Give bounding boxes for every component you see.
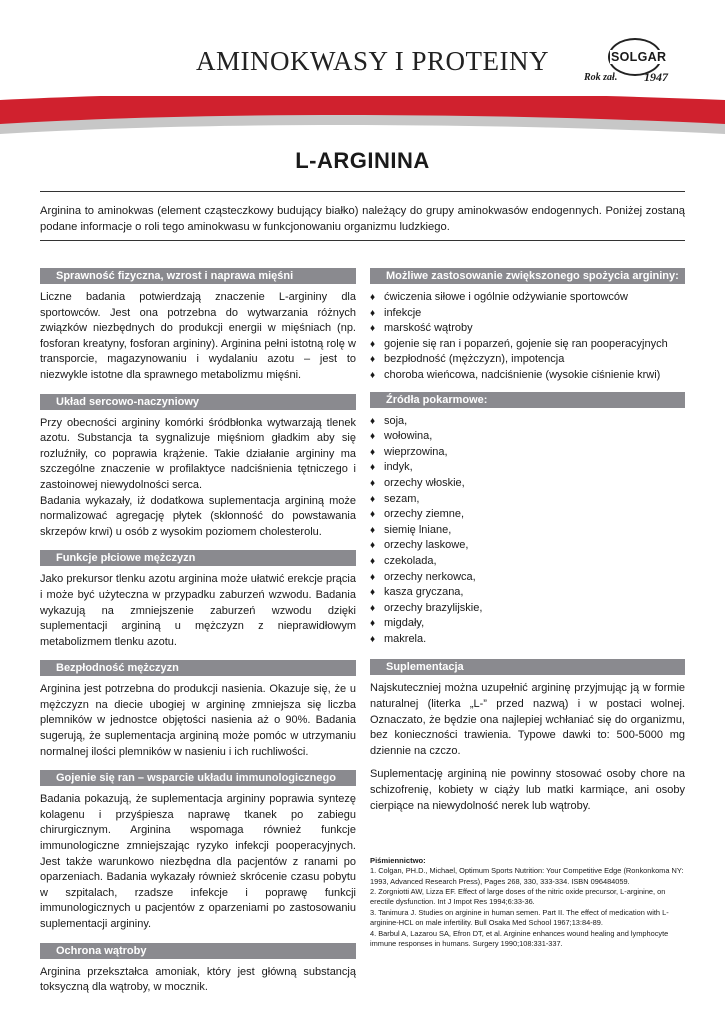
- diamond-bullet-icon: ♦: [370, 292, 376, 303]
- diamond-bullet-icon: ♦: [370, 540, 376, 552]
- list-item: [370, 321, 685, 337]
- references-list: [370, 866, 685, 949]
- list-item-text: ćwiczenia siłowe i ogólnie odżywianie sportowców: [384, 291, 628, 303]
- section-text: Suplementację argininą nie powinny stosować osoby chore na schizofrenię, kobiety w ciąży lub matki karmiące, ani osoby cierpiące na niewydolność nerek lub wątroby.: [370, 768, 685, 812]
- list-item-text: kasza gryczana,: [384, 586, 464, 599]
- section-heading: Ochrona wątroby: [40, 943, 356, 959]
- list-item-text: choroba wieńcowa, nadciśnienie (wysokie ciśnienie krwi): [384, 368, 661, 381]
- diamond-bullet-icon: ♦: [370, 307, 376, 319]
- list-item-text: migdały,: [384, 617, 425, 630]
- diamond-bullet-icon: ♦: [370, 587, 376, 599]
- list-item-text: orzechy ziemne,: [384, 508, 465, 521]
- section-heading: Możliwe zastosowanie zwiększonego spożycia argininy:: [370, 268, 685, 284]
- section-text: Arginina jest potrzebna do produkcji nasienia. Okazuje się, że u mężczyzn na diecie ubogiej w argininę zmniejsza się liczba plemników w jednostce objętości nasienia aż o 90%. Badania sugerują, że suplementacja argininą może pomóc w utrzymaniu normalnej ilości plemników w nasieniu i ich ruchliwości.: [40, 683, 356, 758]
- list-item-text: czekolada,: [384, 554, 437, 567]
- list-item: [370, 601, 685, 617]
- section-text: Najskuteczniej można uzupełnić argininę przyjmując ją w formie naturalnej (literka „L-” przed nazwą) i w postaci wolnej. Oznaczato, że będzie ona najlepiej wchłaniać się do organizmu, bez konieczności trawienia. Typowe dawki to: 500-5000 mg dziennie na czczo.: [370, 682, 685, 757]
- reference-item: 3. Tanimura J. Studies on arginine in human semen. Part II. The effect of medication with L-arginine-HCL on male infertility. Bull Osaka Med School 1967;13:84-89.: [370, 907, 669, 928]
- intro-text: Arginina to aminokwas (element cząsteczkowy budujący białko) należący do grupy aminokwasów endogennych. Poniżej zostaną podane informacje o roli tego aminokwasu w funkcjonowaniu organizmu ludzkiego.: [40, 205, 685, 233]
- logo-year: 1947: [644, 70, 668, 84]
- list-item-text: infekcje: [384, 306, 422, 319]
- section-heading: Układ sercowo-naczyniowy: [40, 394, 356, 410]
- list-item: [370, 570, 685, 586]
- section-text: Przy obecności argininy komórki śródbłonka wytwarzają tlenek azotu. Substancja ta sygnalizuje mięśniom gładkim aby się rozluźniły, co poprawia krążenie. Takie działanie argininy ma szczególne znaczenie w profilaktyce nadciśnienia tętniczego i zastoinowej niewydolności serca.: [40, 416, 356, 491]
- reference-item: 1. Colgan, PH.D., Michael, Optimum Sports Nutrition: Your Competitive Edge (Ronkonkoma NY: 1993, Advanced Research Press), Pages 268, 330, 333-334. ISBN 096484059.: [370, 866, 684, 886]
- diamond-bullet-icon: ♦: [370, 354, 376, 366]
- references-heading: Piśmiennictwo:: [370, 856, 426, 866]
- list-item-text: wieprzowina,: [384, 445, 448, 458]
- title-rule-top: [40, 191, 685, 192]
- page-title: L-ARGININA: [295, 148, 430, 173]
- section-text: Badania wykazały, iż dodatkowa suplementacja argininą może normalizować agregację płytek (skłonność do powstawania skrzepów krwi) u osób z wysokim poziomem cholesterolu.: [40, 494, 356, 538]
- section-heading: Sprawność fizyczna, wzrost i naprawa mięśni: [40, 268, 356, 284]
- diamond-bullet-icon: ♦: [370, 446, 376, 458]
- list-item: [370, 306, 685, 322]
- list-item-text: wołowina,: [384, 430, 433, 443]
- list-item: [370, 476, 685, 492]
- list-item: [370, 429, 685, 445]
- diamond-bullet-icon: ♦: [370, 338, 376, 350]
- header-band: [0, 96, 725, 136]
- diamond-bullet-icon: ♦: [370, 618, 376, 630]
- list-item: [370, 554, 685, 570]
- reference-item: 2. Zorgniotti AW, Lizza EF. Effect of large doses of the nitric oxide precursor, L-arginine, on erectile dysfunction. Int J Impot Res 1994;6:33-36.: [370, 887, 666, 907]
- section-heading: Funkcje płciowe mężczyzn: [40, 550, 356, 566]
- diamond-bullet-icon: ♦: [370, 493, 376, 505]
- list-item-text: makrela.: [384, 632, 427, 645]
- section-text: Liczne badania potwierdzają znaczenie L-argininy dla sportowców. Jest ona potrzebna do wytwarzania różnych związków niezbędnych do produkcji energii w mięśniach (np. fosforan kreatyny, fosforan argininy). Arginina pełni istotną rolę w transporcie, magazynowaniu i wydalaniu azotu – jest to niezwykle istotne dla sprawnego metabolizmu mięśni.: [40, 291, 356, 381]
- list-item: [370, 585, 685, 601]
- section-text: Badania pokazują, że suplementacja argininy poprawia syntezę kolagenu i przyśpiesza naprawę tkanek po zabiegu chirurgicznym. Arginina wspomaga również funkcje immunologiczne zmniejszając ryzyko infekcji pooperacyjnych. Jest także warunkowo niezbędna dla pacjentów z ranami po oparzeniach. Badania wykazały również skrócenie czasu pobytu w szpitalach, rzadsze infekcje i poprawę funkcji immunologicznych u pacjentów z oparzeniami po zastosowaniu suplementacji argininy.: [40, 793, 356, 930]
- list-item-text: marskość wątroby: [384, 322, 473, 335]
- section-heading: Suplementacja: [370, 659, 685, 675]
- diamond-bullet-icon: ♦: [370, 323, 376, 335]
- list-item-text: orzechy włoskie,: [384, 476, 465, 489]
- diamond-bullet-icon: ♦: [370, 369, 376, 381]
- diamond-bullet-icon: ♦: [370, 633, 376, 645]
- list-item-text: orzechy laskowe,: [384, 539, 469, 552]
- section-heading: Bezpłodność mężczyzn: [40, 660, 356, 676]
- section-heading: Gojenie się ran – wsparcie układu immunologicznego: [40, 770, 356, 786]
- uses-list: [370, 290, 685, 384]
- list-item-text: bezpłodność (mężczyzn), impotencja: [384, 353, 565, 366]
- sources-list: [370, 414, 685, 648]
- diamond-bullet-icon: ♦: [370, 602, 376, 614]
- section-text: Arginina przekształca amoniak, który jest główną substancją toksyczną dla wątroby, w mocznik.: [40, 965, 356, 994]
- logo-script: Rok zał.: [584, 72, 618, 83]
- list-item-text: gojenie się ran i poparzeń, gojenie się ran pooperacyjnych: [384, 337, 668, 350]
- list-item: [370, 368, 685, 384]
- list-item-text: soja,: [384, 414, 408, 427]
- section-text: Jako prekursor tlenku azotu arginina może ułatwić erekcje prącia i może być użyteczna w przypadku zaburzeń wzwodu. Badania wykazują na zmniejszenie zaburzeń wzwodu dzięki suplementacji argininą u mężczyzn z nieprawidłowym metabolizmem tlenku azotu.: [40, 573, 356, 648]
- list-item: [370, 523, 685, 539]
- list-item: [370, 507, 685, 523]
- diamond-bullet-icon: ♦: [370, 477, 376, 489]
- left-column: [40, 268, 356, 996]
- list-item: [370, 290, 685, 306]
- diamond-bullet-icon: ♦: [370, 431, 376, 443]
- list-item-text: orzechy nerkowca,: [384, 570, 476, 583]
- list-item: [370, 445, 685, 461]
- logo-brand: SOLGAR: [611, 50, 667, 64]
- list-item-text: indyk,: [384, 461, 413, 474]
- reference-item: 4. Barbul A, Lazarou SA, Efron DT, et al. Arginine enhances wound healing and lymphocyte immune responses in humans. Surgery 1990;108:331-337.: [370, 928, 669, 949]
- list-item: [370, 414, 685, 430]
- list-item-text: orzechy brazylijskie,: [384, 601, 483, 614]
- intro-rule-bottom: [40, 240, 685, 241]
- list-item: [370, 352, 685, 368]
- list-item: [370, 632, 685, 648]
- list-item: [370, 492, 685, 508]
- list-item-text: siemię lniane,: [384, 523, 452, 536]
- section-heading: Źródła pokarmowe:: [370, 392, 685, 408]
- header-title: AMINOKWASY I PROTEINY: [196, 46, 549, 76]
- diamond-bullet-icon: ♦: [370, 462, 376, 474]
- diamond-bullet-icon: ♦: [370, 524, 376, 536]
- list-item-text: sezam,: [384, 492, 420, 505]
- diamond-bullet-icon: ♦: [370, 509, 376, 521]
- diamond-bullet-icon: ♦: [370, 415, 376, 427]
- diamond-bullet-icon: ♦: [370, 555, 376, 567]
- solgar-logo: [584, 32, 710, 94]
- list-item: [370, 337, 685, 353]
- diamond-bullet-icon: ♦: [370, 571, 376, 583]
- list-item: [370, 616, 685, 632]
- list-item: [370, 538, 685, 554]
- right-column: [370, 268, 685, 949]
- list-item: [370, 460, 685, 476]
